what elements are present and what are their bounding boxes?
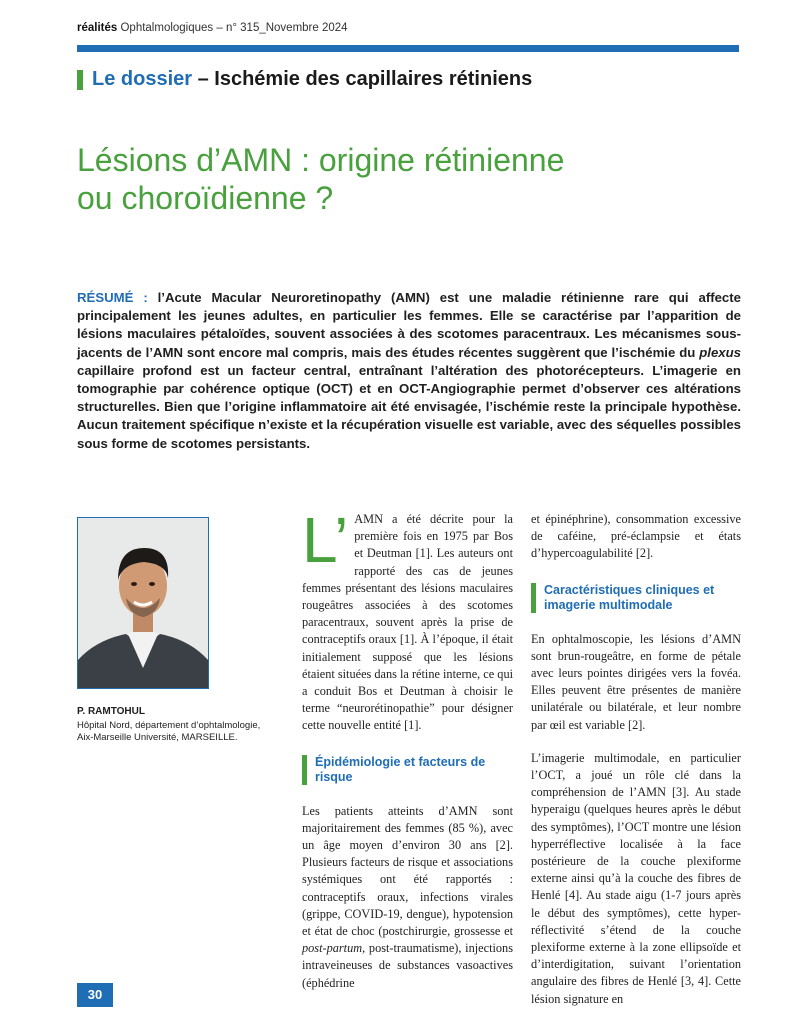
intro-paragraph <box>302 504 514 735</box>
subheading-epidemiology <box>302 755 513 785</box>
article-title-line2: ou choroïdienne ? <box>77 180 334 216</box>
subheading-marker <box>531 583 536 613</box>
abstract-text-a: l’Acute Macular Neuroretinopathy (AMN) est une maladie rétinienne rare qui affecte principalement les jeunes adultes, en particulier les femmes. Elle se caractérise par l’apparition de lésions maculaires pétaloïdes, souvent associées à des scotomes paracentraux. Les mécanismes sous-jacents de l’AMN sont encore mal compris, mais des études récentes suggèrent que l’ischémie du <box>77 290 741 360</box>
epidemiology-text-b: , post-traumatisme), injections intraveineuses de substances vasoactives (éphédrine <box>302 941 513 990</box>
running-header <box>77 22 348 34</box>
author-block <box>77 706 277 744</box>
imaging-paragraph: L’imagerie multimodale, en particulier l’OCT, a joué un rôle clé dans la compréhension de l’AMN [3]. Au stade hyperaigu (quelques heures après le début des symptômes), l’OCT montre une lésion hyperréflective localisée à la face postérieure de la couche plexiforme externe ainsi qu’à la couche des fibres de Henlé [4]. Au stade aigu (1-7 jours après le début des symptômes), cette hyper-réflectivité s’étend de la couche plexiforme externe à la zone ellipsoïde et d’interdigitation, suivant l’orientation angulaire des fibres de Henlé [3, 4]. Cette lésion signature en <box>531 750 741 1006</box>
journal-brand: réalités <box>77 22 118 34</box>
section-heading <box>77 68 532 91</box>
article-title <box>77 141 717 217</box>
epidemiology-text-a: Les patients atteints d’AMN sont majoritairement des femmes (85 %), avec un âge moyen d’environ 30 ans [2]. Plusieurs facteurs de risque et associations systémiques ont été rapportés : contraceptifs oraux, infections virales (grippe, COVID-19, dengue), hypotension et état de choc (postchirurgie, grossesse et <box>302 803 513 939</box>
text-column-1 <box>302 504 514 992</box>
abstract-italic: plexus <box>699 344 741 360</box>
author-affiliation-line2: Aix-Marseille Université, MARSEILLE. <box>77 732 238 743</box>
author-portrait-illustration <box>78 518 208 688</box>
text-column-2 <box>531 511 741 1008</box>
page-number: 30 <box>77 983 113 1007</box>
subheading-clinical-text: Caractéristiques cliniques et imagerie multimodale <box>544 582 715 612</box>
section-label: Le dossier <box>92 68 193 90</box>
abstract <box>77 289 741 453</box>
continued-paragraph: et épinéphrine), consommation excessive de caféine, pré-éclampsie et états d’hypercoagulabilité [2]. <box>531 512 741 561</box>
abstract-text-b: capillaire profond est un facteur central, entraînant l’altération des photorécepteurs. L’imagerie en tomographie par cohérence optique (OCT) et en OCT-Angiographie permet d’observer ces altérations structurelles. Bien que l’origine inflammatoire ait été envisagée, l’ischémie reste la principale hypothèse. Aucun traitement spécifique n’existe et la récupération visuelle est variable, avec des séquelles possibles sous forme de scotomes persistants. <box>77 362 741 451</box>
intro-text: AMN a été décrite pour la première fois en 1975 par Bos et Deutman [1]. Les auteurs ont rapporté des cas de jeunes femmes présentant des lésions maculaires rougeâtres associées à des scotomes paracentraux, souvent après la prise de contraceptifs oraux [1]. À l’époque, il était initialement supposé que les lésions étaient situées dans la rétine interne, ce qui a conduit Bos et Deutman à choisir le terme “neurorétinopathie” pour désigner cette nouvelle entité [1]. <box>302 512 514 733</box>
subheading-epidemiology-text: Épidémiologie et facteurs de risque <box>315 754 486 784</box>
section-topic: – Ischémie des capillaires rétiniens <box>192 68 533 90</box>
section-marker <box>77 70 83 90</box>
author-photo <box>77 517 209 689</box>
subheading-clinical <box>531 583 741 613</box>
epidemiology-italic: post-partum <box>302 941 363 956</box>
author-affiliation-line1: Hôpital Nord, département d’ophtalmologie, <box>77 720 261 731</box>
drop-cap: L’ <box>302 504 349 576</box>
author-name: P. RAMTOHUL <box>77 706 145 717</box>
epidemiology-paragraph <box>302 803 513 992</box>
header-rule <box>77 45 739 52</box>
issue-info: Ophtalmologiques – n° 315_Novembre 2024 <box>117 22 348 34</box>
ophthalmoscopy-paragraph: En ophtalmoscopie, les lésions d’AMN sont brun-rougeâtre, en forme de pétale avec leurs pointes dirigées vers la fovéa. Elles peuvent être présentes de manière unilatérale ou bilatérale, et leur nombre par œil est variable [2]. <box>531 631 741 732</box>
subheading-marker <box>302 755 307 785</box>
article-title-line1: Lésions d’AMN : origine rétinienne <box>77 142 565 178</box>
abstract-lead: RÉSUMÉ : <box>77 290 148 305</box>
